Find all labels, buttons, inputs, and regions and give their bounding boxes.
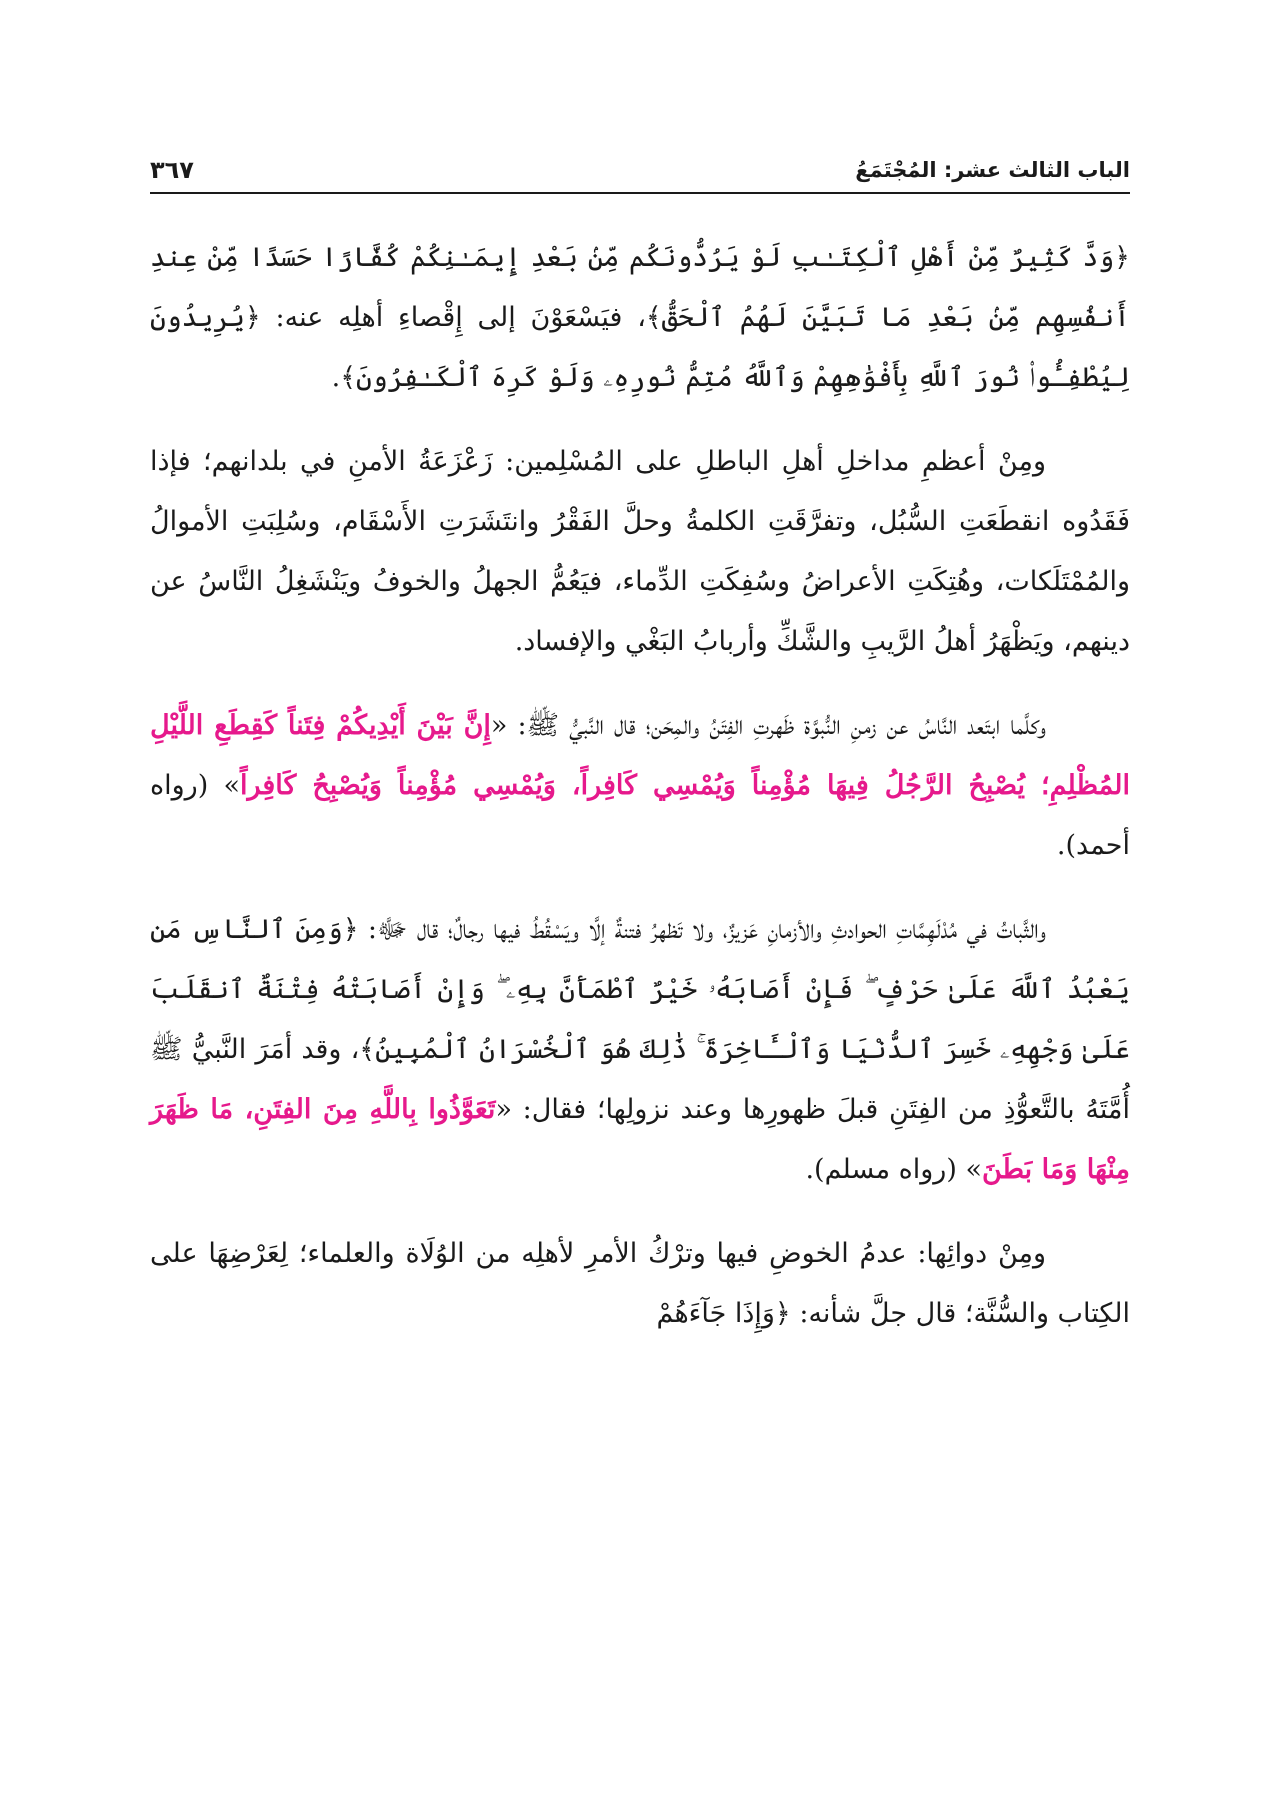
quran-verse: ﴿وَإِذَا جَآءَهُمْ	[656, 1298, 791, 1329]
page-body	[150, 228, 1130, 1368]
body-text: والثَّباتُ في مُدْلَهِمَّاتِ الحوادثِ والأزمانِ عَزيزٌ، ولا تَظهرُ فتنةٌ إلَّا ويَسْقُطُ فيها رجالٌ؛ قال ﷻ:	[358, 914, 1046, 945]
paragraph	[150, 228, 1130, 408]
paragraph	[150, 900, 1130, 1200]
quran-verse: ﴿وَدَّ كَثِيرٌ مِّنْ أَهْلِ ٱلْكِتَـٰبِ لَوْ يَرُدُّونَكُم مِّنۢ بَعْدِ إِيمَـٰنِكُمْ كُفَّارًا حَسَدًا مِّنْ عِندِ أَنفُسِهِم مِّنۢ بَعْدِ مَا تَبَيَّنَ لَهُمُ ٱلْحَقُّ﴾	[150, 242, 1130, 333]
quran-verse: ﴿وَمِنَ ٱلنَّاسِ مَن يَعْبُدُ ٱللَّهَ عَلَىٰ حَرْفٍ ۖ فَإِنْ أَصَابَهُۥ خَيْرٌ ٱطْمَأَنَّ بِهِۦ ۖ وَإِنْ أَصَابَتْهُ فِتْنَةٌ ٱنقَلَبَ عَلَىٰ وَجْهِهِۦ خَسِرَ ٱلدُّنْيَا وَٱلْـَٔاخِرَةَ ۚ ذَٰلِكَ هُوَ ٱلْخُسْرَانُ ٱلْمُبِينُ﴾	[150, 914, 1130, 1065]
page-header	[150, 148, 1130, 194]
hadith-text: إِنَّ بَيْنَ أَيْدِيكُمْ فِتَناً كَقِطَعِ اللَّيْلِ المُظْلِمِ؛ يُصْبِحُ الرَّجُلُ فِيهَا مُؤْمِناً وَيُمْسِي كَافِراً، وَيُمْسِي مُؤْمِناً وَيُصْبِحُ كَافِراً	[150, 710, 1130, 801]
body-text: » (رواه مسلم).	[805, 1154, 982, 1185]
quran-verse: ﴿يُرِيدُونَ لِيُطْفِـُٔوا۟ نُورَ ٱللَّهِ بِأَفْوَٰهِهِمْ وَٱللَّهُ مُتِمُّ نُورِهِۦ وَلَوْ كَرِهَ ٱلْكَـٰفِرُونَ﴾	[150, 302, 1130, 393]
chapter-title: الباب الثالث عشر: المُجْتَمَعُ	[855, 158, 1130, 182]
body-text: ، فيَسْعَوْنَ إلى إِقْصاءِ أهلِه عنه:	[260, 302, 646, 333]
paragraph	[150, 1224, 1130, 1344]
body-text: ، وقد أمَرَ النَّبيُّ ﷺ أُمَّتَهُ بالتَّعوُّذِ من الفِتَنِ قبلَ ظهورِها وعند نزولِها؛ فقال: «	[150, 1034, 1130, 1125]
hadith-text: تَعَوَّذُوا بِاللَّهِ مِنَ الفِتَنِ، مَا ظَهَرَ مِنْهَا وَمَا بَطَنَ	[150, 1094, 1130, 1185]
paragraph	[150, 432, 1130, 672]
page-number: ٣٦٧	[150, 156, 194, 184]
body-text: ومِنْ أعظمِ مداخلِ أهلِ الباطلِ على المُسْلِمين: زَعْزَعَةُ الأمنِ في بلدانهم؛ فإذا فَقَدُوه انقطَعَتِ السُّبُل، وتفرَّقَتِ الكلمةُ وحلَّ الفَقْرُ وانتَشَرَتِ الأَسْقَام، وسُلِبَتِ الأموالُ والمُمْتَلَكات، وهُتِكَتِ الأعراضُ وسُفِكَتِ الدِّماء، فيَعُمُّ الجهلُ والخوفُ ويَنْشَغِلُ النَّاسُ عن دينهم، ويَظْهَرُ أهلُ الرَّيبِ والشَّكِّ وأربابُ البَغْي والإفساد.	[150, 446, 1130, 657]
body-text: ومِنْ دوائِها: عدمُ الخوضِ فيها وترْكُ الأمرِ لأهلِه من الوُلَاة والعلماء؛ لِعَرْضِهَا على الكِتاب والسُّنَّة؛ قال جلَّ شأنه:	[150, 1238, 1130, 1329]
body-text: » (رواه أحمد).	[150, 770, 1130, 861]
body-text: .	[331, 362, 341, 393]
body-text: وكلَّما ابتَعد النَّاسُ عن زمنِ النُّبوَّة ظَهرتِ الفِتَنُ والمِحَن؛ قال النَّبيُّ ﷺ: «	[490, 710, 1046, 741]
paragraph	[150, 696, 1130, 876]
